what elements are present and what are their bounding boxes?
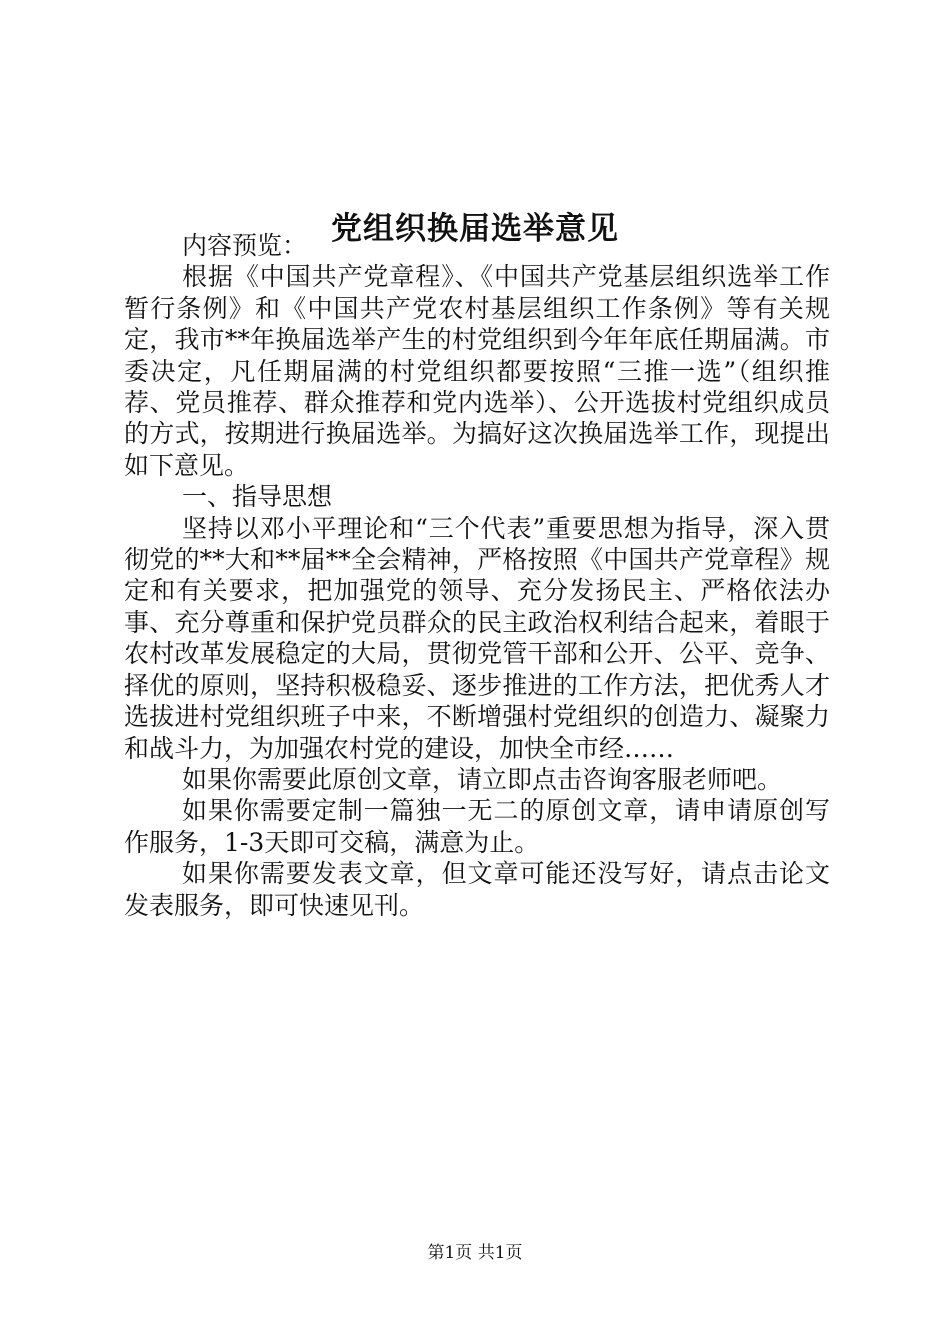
- promo-paragraph-custom-writing: 如果你需要定制一篇独一无二的原创文章，请申请原创写作服务，1-3天即可交稿，满意为止。: [124, 796, 830, 857]
- promo-paragraph-publishing: 如果你需要发表文章，但文章可能还没写好，请点击论文发表服务，即可快速见刊。: [124, 859, 830, 920]
- document-title: 党组织换届选举意见: [331, 210, 619, 247]
- page-number-footer: 第1页 共1页: [427, 1243, 523, 1263]
- document-body: [124, 230, 830, 921]
- intro-paragraph: 根据《中国共产党章程》、《中国共产党基层组织选举工作暂行条例》和《中国共产党农村基层组织工作条例》等有关规定，我市**年换届选举产生的村党组织到今年年底任期届满。市委决定，凡任期届满的村党组织都要按照“三推一选”（组织推荐、党员推荐、群众推荐和党内选举）、公开选拔村党组织成员的方式，按期进行换届选举。为搞好这次换届选举工作，现提出如下意见。: [124, 262, 830, 480]
- preview-label: 内容预览：: [182, 231, 308, 260]
- section-heading-guiding-ideology: 一、指导思想: [182, 482, 333, 512]
- promo-paragraph-consult: 如果你需要此原创文章，请立即点击咨询客服老师吧。: [182, 764, 783, 794]
- guiding-ideology-paragraph: 坚持以邓小平理论和“三个代表”重要思想为指导，深入贯彻党的**大和**届**全会精神，严格按照《中国共产党章程》规定和有关要求，把加强党的领导、充分发扬民主、严格依法办事、充分尊重和保护党员群众的民主政治权利结合起来，着眼于农村改革发展稳定的大局，贯彻党管干部和公开、公平、竞争、择优的原则，坚持积极稳妥、逐步推进的工作方法，把优秀人才选拔进村党组织班子中来，不断增强村党组织的创造力、凝聚力和战斗力，为加强农村党的建设，加快全市经……: [124, 513, 830, 763]
